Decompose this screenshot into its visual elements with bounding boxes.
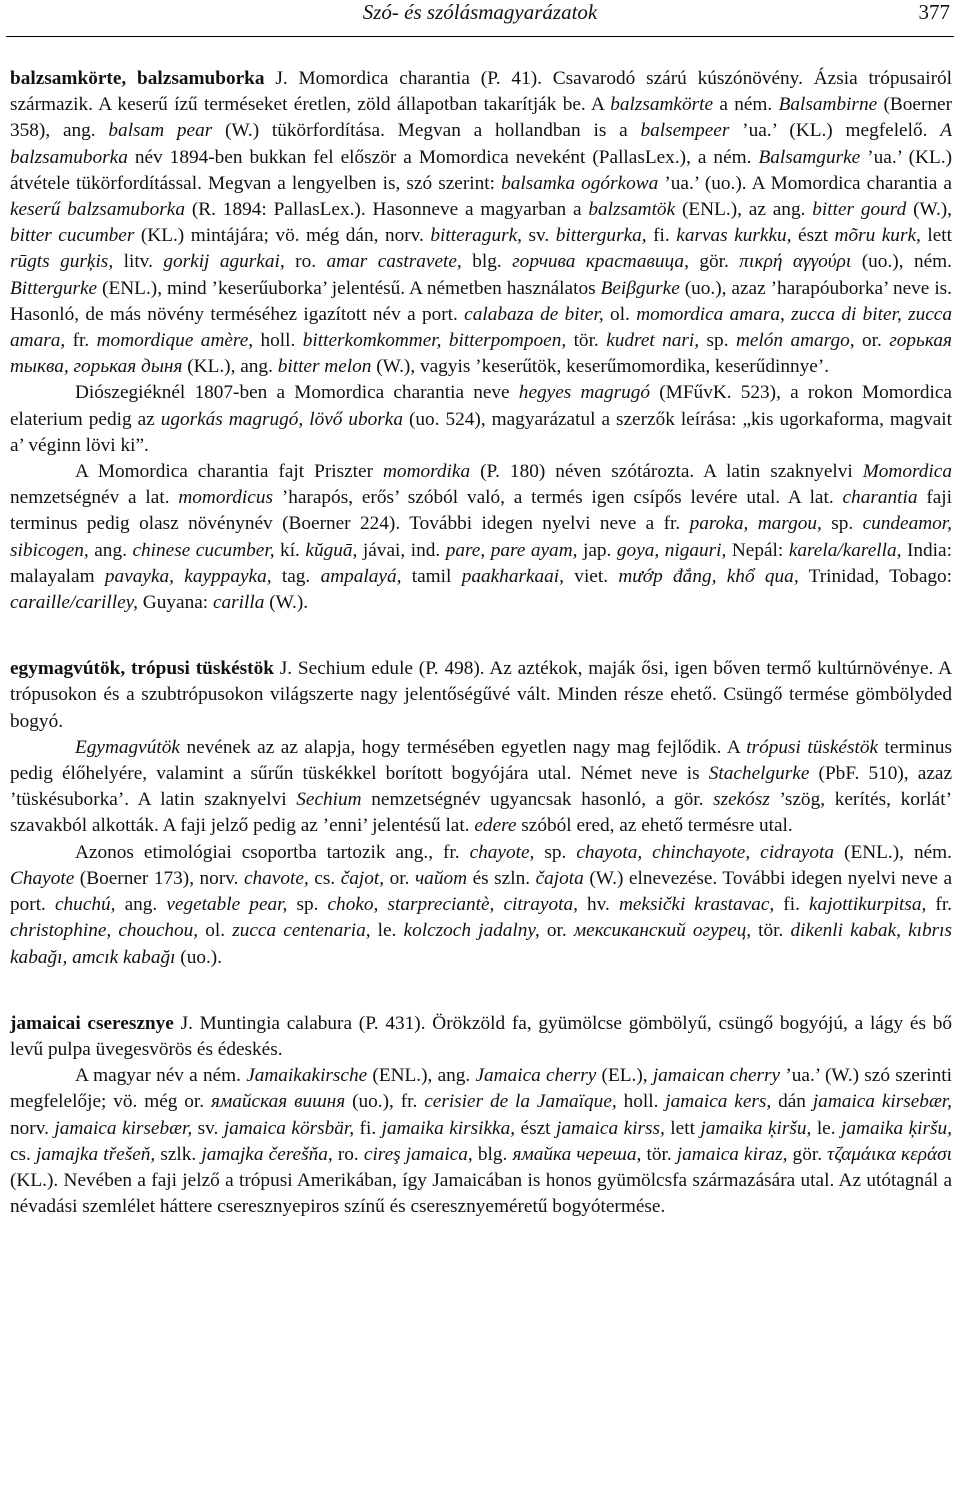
italic-term: dikenli kabak, kıbrıs kabağı, amcık kabağı [10,920,952,968]
text-run: jávai, ind. [357,539,446,561]
italic-term: Momordica [862,461,952,483]
italic-term: Sechium [296,789,362,811]
text-run: or. [539,920,574,942]
italic-term: balzsamtök [588,199,676,221]
text-run: észt [791,225,835,247]
italic-term: Balsamgurke [758,146,861,168]
italic-term: trópusi tüskéstök [746,736,879,758]
text-run: (W.) elnevezése. További idegen nyelvi neve a port. [10,867,953,916]
text-run: holl. [253,330,303,352]
italic-term: mướp đắng, khổ qua, [618,565,799,587]
text-run: J. Momordica charantia (P. 41). Csavarodó szárú kúszónövény. Ázsia trópusairól származik. A keserű ízű terméseket éretlen, zöld állapotban takarítják be. A [10,68,952,116]
text-run: viet. [563,565,619,587]
text-run: (ENL.), ném. [834,841,952,863]
italic-term: chayota, chinchayote, cidrayota [576,841,835,863]
italic-term: cerisier de la Jamaïque, [424,1091,617,1113]
italic-term: vegetable pear, [166,894,288,916]
text-run: (Boerner 358), ang. [10,94,952,142]
text-run: Azonos etimológiai csoportba tartozik ang., fr. [75,841,470,863]
italic-term: kajottikurpitsa, [809,894,927,916]
italic-term: meksički krastavac, [618,894,775,916]
text-run: cs. [10,1143,37,1165]
italic-term: jamaika ķiršu, [841,1117,952,1139]
italic-term: Bittergurke [10,277,98,299]
italic-term: Jamaica cherry [475,1065,597,1087]
italic-term: jamaica kiraz, [676,1143,788,1165]
text-run: szóból ered, az ehető termésre utal. [516,815,793,837]
text-run: (W.) tükörfordítása. Megvan a hollandban is a [212,120,641,142]
entry-paragraph [10,840,952,971]
text-run: (Boerner 173), norv. [74,867,244,889]
text-run: ’ua.’ (KL.) átvétele tükörfordítással. Megvan a lengyelben is, szó szerint: [10,146,952,194]
text-run: ’ua.’ (uo.). A Momordica charantia a [658,172,952,194]
italic-term: momordica amara, zucca di biter, zucca amara, [10,303,952,352]
entry-separator [10,971,952,1011]
text-run: (R. 1894: PallasLex.). Hasonneve a magyarban a [185,199,589,221]
italic-term: momordique amère, [96,330,254,352]
entry-definition [10,66,952,380]
text-run: (uo.), fr. [345,1091,425,1113]
text-run: és szln. [467,867,536,889]
text-run: cs. [308,867,341,889]
italic-term: jamajka čerešňa, [201,1143,333,1165]
italic-term: chuchú, [54,894,116,916]
article-body [10,66,952,1220]
italic-term: jamaica körsbär, [223,1117,355,1139]
text-run: tör. [751,920,791,942]
italic-term: ugorkás magrugó, lövő uborka [160,408,404,430]
text-run: (ENL.), mind ’keserűuborka’ jelentésű. A németben használatos [97,277,601,299]
text-run: gör. [688,251,740,273]
italic-term: горчива краставица, [512,251,689,273]
italic-term: caraille/carilley, [10,592,138,614]
text-run: le. [811,1117,842,1139]
text-run: (P. 180) néven szótározta. A latin szaknyelvi [470,461,863,483]
italic-term: paroka, margou, [689,513,822,535]
text-run: or. [384,867,415,889]
running-title: Szó- és szólásmagyarázatok [362,0,598,24]
dictionary-entry [10,66,952,616]
text-run: ’ua.’ (W.) szó szerinti megfelelője; vö. még or. [10,1065,952,1113]
text-run: tamil [401,565,462,587]
italic-term: jamaika ķiršu, [700,1117,812,1139]
text-run: (uo.). [175,946,223,968]
text-run: Trinidad, Tobago: [798,565,953,587]
text-run: A magyar név a ném. [75,1065,247,1087]
text-run: litv. [113,251,164,273]
text-run: a ném. [713,94,779,116]
text-run: ol. [603,303,637,325]
text-run: fi. [774,894,809,916]
text-run: terminus pedig élőhelyére, valamint a sűrűn tüskékkel borított bogyójára utal. Német neve is [10,736,953,785]
text-run: (ENL.), az ang. [675,199,813,221]
text-run: kí. [274,539,306,561]
entry-paragraph [10,735,952,840]
italic-term: jamaica kirsebær, [812,1091,952,1113]
italic-term: jamaica kirsebær, [54,1117,193,1139]
italic-term: edere [474,815,517,837]
text-run: (KL.), ang. [182,356,278,378]
italic-term: мексиканский огурец, [573,920,752,942]
italic-term: paakharkaai, [461,565,564,587]
entry-paragraph [10,380,952,459]
italic-term: πικρή αγγούρι [739,251,852,273]
text-run: faji terminus pedig olasz növénynév (Boerner 224). További idegen nyelvi neve a fr. [10,487,953,535]
entry-separator [10,616,952,656]
italic-term: bitter gourd [812,199,907,221]
text-run: ro. [284,251,327,273]
italic-term: melón amargo, [735,330,855,352]
italic-term: Jamaikakirsche [246,1065,368,1087]
text-run: sv. [192,1117,224,1139]
text-run: gör. [787,1143,828,1165]
text-run: (KL.). Nevében a faji jelző a trópusi Amerikában, így Jamaicában is honos gyümölcsfa származására utal. Az utótagnál a névadási szemlélet háttere cseresznyepiros színű és cseresznyeméretű bogyótermése. [10,1169,952,1218]
italic-term: karvas kurkku, [676,225,792,247]
text-run: fr. [65,330,97,352]
text-run: név 1894-ben bukkan fel először a Momordica neveként (PallasLex.), a ném. [127,146,759,168]
text-run: (uo.), ném. [851,251,952,273]
text-run: J. Muntingia calabura (P. 431). Örökzöld fa, gyümölcse gömbölyű, csüngő bogyójú, a lágy és bő levű pulpa üvegesvörös és édeskés. [10,1012,952,1060]
italic-term: rūgts gurķis, [10,251,114,273]
text-run: (uo. 524), magyarázatul a szerzők leírása: „kis ugorkaforma, magvait a’ véginn lövi ki”. [10,408,952,456]
text-run: (ENL.), ang. [367,1065,476,1087]
italic-term: A balzsamuborka [10,120,952,168]
italic-term: zucca centenaria, [232,920,371,942]
entry-paragraph [10,459,952,616]
italic-term: balsamka ogórkowa [501,172,659,194]
italic-term: amar castravete, [326,251,462,273]
text-run: Diószegiéknél 1807-ben a Momordica charantia neve [75,382,519,404]
headword: jamaicai cseresznye [10,1012,174,1034]
italic-term: bitter cucumber [10,225,135,247]
text-run: (MFűvK. 523), a rokon Momordica elaterium pedig az [10,382,952,430]
text-run: nevének az az alapja, hogy termésében egyetlen nagy mag fejlődik. A [179,736,747,758]
text-run: norv. [10,1117,55,1139]
headword: egymagvútök, trópusi tüskéstök [10,658,274,680]
text-run: ang. [115,894,167,916]
running-header [0,0,960,38]
italic-term: bittergurka, [555,225,647,247]
text-run: A Momordica charantia fajt Priszter [75,461,383,483]
text-run: J. Sechium edule (P. 498). Az aztékok, maják ősi, igen bőven termő kultúrnövénye. A trópusokon és a szubtrópusokon világszerte nagy jelentőségűvé vált. Minden része ehető. Csüngő termése gömbölyded bogyó. [10,658,953,732]
text-run: fi. [354,1117,382,1139]
italic-term: pare, pare ayam, [445,539,578,561]
italic-term: горькая тыква, горькая дыня [10,330,952,378]
italic-term: calabaza de biter, [464,303,604,325]
italic-term: kŭguā, [305,539,358,561]
italic-term: choko, starpreciantè, citrayota, [327,894,578,916]
italic-term: ямайская вишня [210,1091,346,1113]
italic-term: pavayka, kayppayka, [104,565,272,587]
italic-term: bitteragurk, [430,225,522,247]
italic-term: chavote, [243,867,309,889]
text-run: fi. [646,225,677,247]
headword: balzsamkörte, balzsamuborka [10,68,265,89]
text-run: (uo.), azaz ’harapóuborka’ neve is. Hasonló, de más növény terméséhez igazított név a port. [10,277,952,325]
italic-term: чайот [414,867,468,889]
text-run: ro. [332,1143,364,1165]
entry-definition [10,656,952,735]
text-run: sp. [287,894,328,916]
text-run: le. [370,920,404,942]
italic-term: szekósz [713,789,770,811]
text-run: észt [515,1117,556,1139]
italic-term: jamaican cherry [652,1065,781,1087]
italic-term: Chayote [10,867,75,889]
text-run: India: malayalam [10,539,952,587]
text-run: nemzetségnév a lat. [10,487,179,509]
italic-term: chayote, [469,841,535,863]
text-run: ang. [88,539,133,561]
italic-term: goya, nigauri, [616,539,727,561]
italic-term: karela/karella, [788,539,902,561]
italic-term: gorkij agurkai, [163,251,285,273]
italic-term: mõru kurk, [834,225,921,247]
italic-term: ямайка череша, [512,1143,642,1165]
dictionary-entry [10,656,952,970]
italic-term: čajot, [340,867,385,889]
text-run: (EL.), [596,1065,653,1087]
italic-term: balsam pear [108,120,213,142]
italic-term: hegyes magrugó [518,382,651,404]
text-run: nemzetségnév ugyancsak hasonló, a gör. [361,789,714,811]
text-run: (W.), vagyis ’keserűtök, keserűmomordika, keserűdinnye’. [371,356,830,378]
text-run: sv. [521,225,556,247]
text-run: szlk. [155,1143,202,1165]
text-run: fr. [926,894,952,916]
italic-term: balsempeer [640,120,730,142]
text-run: ’szög, kerítés, korlát’ szavakból alkották. A faji jelző pedig az ’enni’ jelentésű lat. [10,789,952,837]
italic-term: carilla [212,592,265,614]
italic-term: keserű balzsamuborka [10,199,186,221]
italic-term: jamajka třešeň, [36,1143,156,1165]
text-run: tör. [641,1143,677,1165]
italic-term: jamaika kirsikka, [381,1117,516,1139]
italic-term: christophine, chouchou, [10,920,199,942]
italic-term: Egymagvútök [75,736,180,758]
text-run: Guyana: [137,592,213,614]
text-run: (W.). [264,592,309,614]
italic-term: momordika [383,461,471,483]
text-run: (KL.) mintájára; vö. még dán, norv. [134,225,431,247]
text-run: blg. [472,1143,513,1165]
header-rule [6,36,954,37]
italic-term: jamaica kers, [665,1091,772,1113]
dictionary-entry [10,1011,952,1221]
italic-term: bitter melon [277,356,372,378]
italic-term: jamaica kirss, [555,1117,665,1139]
italic-term: ampalayá, [320,565,402,587]
text-run: dán [771,1091,813,1113]
text-run: lett [664,1117,701,1139]
italic-term: kudret nari, [606,330,700,352]
text-run: Nepál: [726,539,789,561]
text-run: blg. [461,251,513,273]
italic-term: balzsamkörte [610,94,714,116]
text-run: tör. [566,330,607,352]
entry-definition [10,1011,952,1063]
text-run: lett [920,225,952,247]
text-run: sp. [821,513,863,535]
text-run: or. [854,330,890,352]
italic-term: kolczoch jadalny, [403,920,540,942]
italic-term: charantia [842,487,918,509]
text-run: tag. [271,565,321,587]
italic-term: bitterkomkommer, bitterpompoen, [302,330,567,352]
italic-term: momordicus [178,487,273,509]
text-run: ’harapós, erős’ szóból való, a termés igen csípős levére utal. A lat. [272,487,843,509]
entry-paragraph [10,1063,952,1220]
italic-term: čajota [535,867,584,889]
italic-term: cireş jamaica, [363,1143,473,1165]
text-run: ol. [198,920,233,942]
italic-term: Beiβgurke [600,277,680,299]
italic-term: cundeamor, sibicogen, [10,513,952,561]
text-run: sp. [699,330,736,352]
italic-term: Balsambirne [778,94,878,116]
text-run: jap. [577,539,617,561]
italic-term: τζαμάικα κεράσι [827,1143,952,1165]
text-run: (PbF. 510), azaz ’tüskésuborka’. A latin szaknyelvi [10,763,953,811]
text-run: sp. [534,841,577,863]
page-number: 377 [918,0,950,24]
text-run: hv. [577,894,619,916]
text-run: holl. [616,1091,666,1113]
italic-term: chinese cucumber, [132,539,275,561]
text-run: ’ua.’ (KL.) megfelelő. [729,120,941,142]
text-run: (W.), [906,199,953,221]
italic-term: Stachelgurke [708,763,810,785]
